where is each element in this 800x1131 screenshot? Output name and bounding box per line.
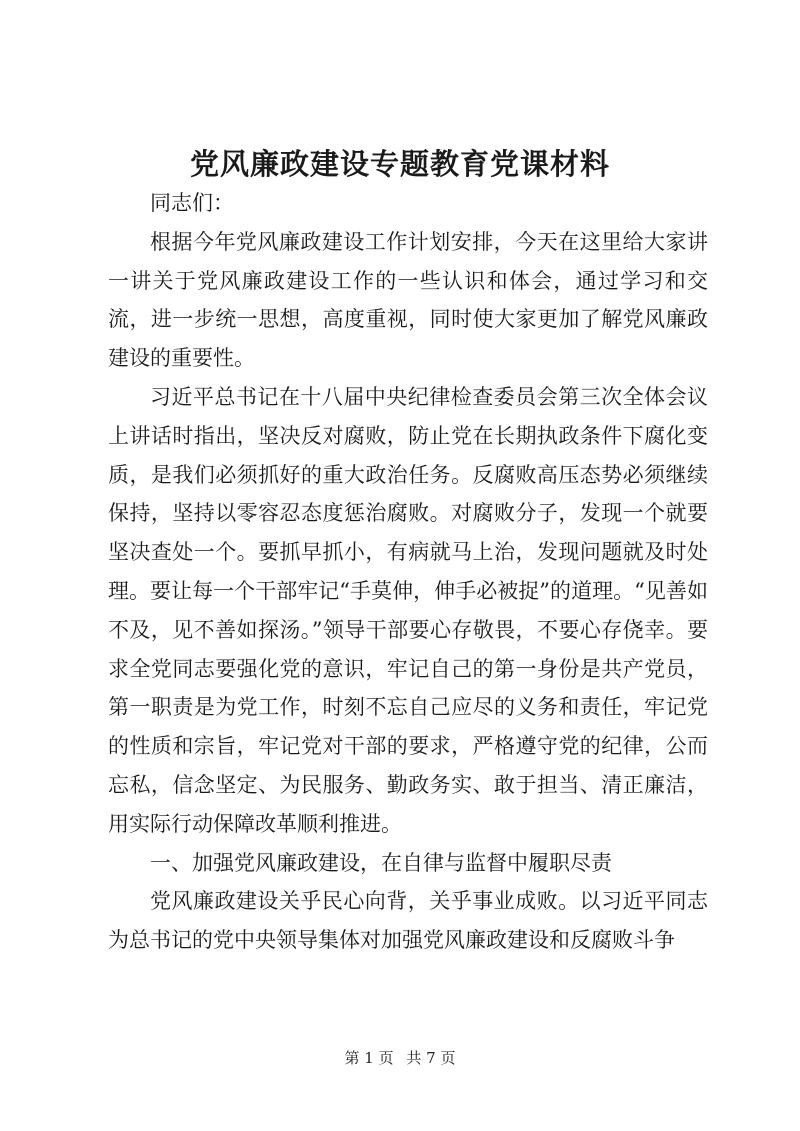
paragraph-intro: 根据今年党风廉政建设工作计划安排，今天在这里给大家讲一讲关于党风廉政建设工作的一些认识和体会，通过学习和交流，进一步统一思想，高度重视，同时使大家更加了解党风廉政建设的重要性。 <box>108 229 708 371</box>
page-footer <box>0 1047 800 1068</box>
paragraph-speech: 习近平总书记在十八届中央纪律检查委员会第三次全体会议上讲话时指出，坚决反对腐败，防止党在长期执政条件下腐化变质，是我们必须抓好的重大政治任务。反腐败高压态势必须继续保持，坚持以零容忍态度惩治腐败。对腐败分子，发现一个就要坚决查处一个。要抓早抓小，有病就马上治，发现问题就及时处理。要让每一个干部牢记“手莫伸，伸手必被捉”的道理。“见善如不及，见不善如探汤。”领导干部要心存敬畏，不要心存侥幸。要求全党同志要强化党的意识，牢记自己的第一身份是共产党员，第一职责是为党工作，时刻不忘自己应尽的义务和责任，牢记党的性质和宗旨，牢记党对干部的要求，严格遵守党的纪律，公而忘私，信念坚定、为民服务、勤政务实、敢于担当、清正廉洁，用实际行动保障改革顺利推进。 <box>108 384 708 836</box>
page-number: 第 1 页 <box>344 1049 394 1067</box>
section-heading-1: 一、加强党风廉政建设，在自律与监督中履职尽责 <box>150 850 612 875</box>
document-body <box>108 184 708 960</box>
document-title: 党风廉政建设专题教育党课材料 <box>189 147 610 181</box>
page-total: 共 7 页 <box>406 1049 456 1067</box>
paragraph-section-1: 党风廉政建设关乎民心向背，关乎事业成败。以习近平同志为总书记的党中央领导集体对加强党风廉政建设和反腐败斗争 <box>108 889 708 953</box>
salutation: 同志们： <box>150 191 234 215</box>
